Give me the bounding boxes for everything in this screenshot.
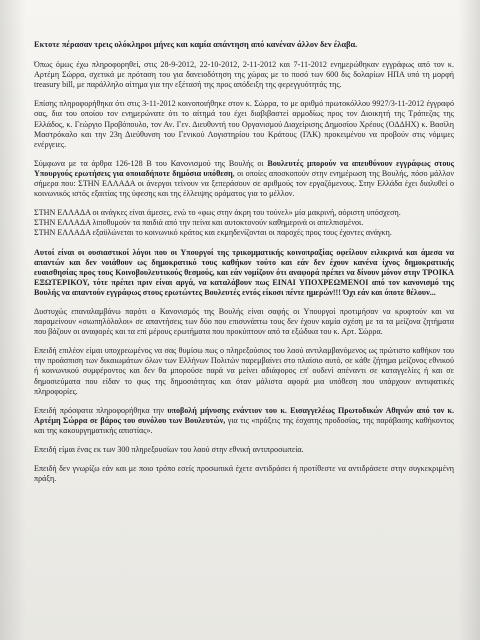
opening-sentence: Εκτοτε πέρασαν τρεις ολόκληροι μήνες και καμία απάντηση από κανέναν άλλον δεν έλαβα. [34,40,358,49]
paragraph-9: Επειδή είμαι ένας εκ των 300 πληρεξουσίων του λαού στην εθνική αντιπροσωπεία. [34,445,304,454]
paragraph-3-emphasis: Βουλευτές μπορούν να απευθύνουν εγγράφως στους Υπουργούς ερωτήσεις για οποιαδήποτε δημόσια υπόθεση [34,158,454,178]
page-shadow-left [0,0,26,640]
paragraph-8-rest: για τις «πράξεις της έσχατης προδοσίας, της παράβασης καθήκοντος και της κακουργηματικής απιστίας». [34,415,454,435]
letter-body [34,40,454,493]
paragraph-4b: ΣΤΗΝ ΕΛΛΑΔΑ λιποθυμούν τα παιδιά από την πείνα και αυτοκτονούν καθημερινά οι απελπισμένοι. [34,218,364,228]
page-shadow-right [458,0,480,640]
paragraph-3-rest: , οι οποίες αποσκοπούν στην ενημέρωση της Βουλής, πόσο μάλλον σήμερα που: ΣΤΗΝ ΕΛΛΑΔΑ οι άνεργοι τείνουν να ξεπεράσουν σε αριθμούς τον εργαζόμενους. Στην Ελλάδα έχει διαλυθεί ο κοινωνικός ιστός εξαιτίας της ύφεσης και της έλλειψης οράματος για το μέλλον. [34,168,454,199]
paragraph-8 [34,406,454,436]
paragraph-4a: ΣΤΗΝ ΕΛΛΑΔΑ οι ανάγκες είναι άμεσες, ενώ το «φως στην άκρη του τούνελ» μία μακρινή, αόριστη υπόσχεση. [34,208,401,218]
paragraph-8-emphasis: υποβολή μήνυσης ενάντιον του κ. Εισαγγελέως Πρωτοδικών Αθηνών από τον κ. Αρτέμη Σώρρα σε βάρος του συνόλου των Βουλευτών, [34,405,455,425]
paragraph-2: Επίσης πληροφορήθηκα ότι στις 3-11-2012 κοινοποιήθηκε στον κ. Σώρρα, το με αριθμό πρωτοκόλλου 9927/3-11-2012 έγγραφό σας, δια του οποίου τον ενημερώνατε ότι το αίτημά του έχει διαβιβαστεί αρμοδίως προς τον Διοικητή της Τράπεζας της Ελλάδος, κ. Γεώργιο Προβόπουλο, τον Αν. Γεν. Διευθυντή του Οργανισμού Διαχείρισης Δημοσίου Χρέους (ΟΔΔΗΧ) κ. Βασίλη Μαστρόκαλο και την 23η Διεύθυνση του Γενικού Λογιστηρίου του Κράτους (ΓΛΚ) προκειμένου να προβούν στις νόμιμες ενέργειες. [34,99,454,149]
paragraph-5: Αυτοί είναι οι ουσιαστικοί λόγοι που οι Υπουργοί της τρικομματικής κοινοπραξίας οφείλουν ειλικρινά και άμεσα να απαντών και δεν νοιάθουν ως δημοκρατικό τους καθήκον τούτο και εάν δεν έχουν κανένα ίχνος δημοκρατικής ευαισθησίας προς τους Κοινοβουλευτικούς θεσμούς, και εάν νομίζουν ότι αναφορά πρέπει να δίνουν μόνον στην ΤΡΟΙΚΑ ΕΞΩΤΕΡΙΚΟΥ, τότε πρέπει πριν είναι αργά, να καταλάβουν πως ΕΙΝΑΙ ΥΠΟΧΡΕΩΜΕΝΟΙ από τον κανονισμό της Βουλής να απαντούν εγγράφως στους ερωτώντες Βουλευτές εντός είκοσι πέντε ημερών!!! Όχι εάν και όποτε θέλουν... [34,247,454,297]
paragraph-1: Όπως όμως έχω πληροφορηθεί, στις 28-9-2012, 22-10-2012, 2-11-2012 και 7-11-2012 ενημερώθηκαν εγγράφως από τον κ. Αρτέμη Σώρρα, σχετικά με πρόταση του για δανειοδότηση της χώρας με το ποσό των 600 δις δολαρίων ΗΠΑ υπό τη μορφή treasury bill, με παράλληλο αίτημα για την εξέτασή της προς απόδειξη της φερεγγυότητάς της. [34,60,454,90]
paragraph-3-lead: Σύμφωνα με τα άρθρα 126-128 Β του Κανονισμού της Βουλής οι [34,158,268,168]
paragraph-8-lead: Επειδή πρόσφατα πληροφορήθηκα την [34,405,168,415]
paragraph-7: Επειδή επιλέον είμαι υποχρεωμένος να σας θυμίσω πως ο πληρεξούσιος του λαού αντιλαμβανόμενος ως πρώτιστο καθήκον του την προάσπιση των δικαιωμάτων όλων των Ελλήνων Πολιτών παρεμβαίνει στο πλαίσιο αυτό, σε κάθε ζήτημα μείζονος εθνικού ή κοινωνικού συμφέροντος και δεν θα μπορούσε παρά να μείνει αδιάφορος επ' ουδενί απέναντι σε καταγγελίες ή και σε δημοσιεύματα που είδαν το φως της δημοσιότητας και όταν μάλιστα αφορά μια υπόθεση που υπάρχουν αντιφατικές πληροφορίες. [34,346,454,396]
paragraph-4c: ΣΤΗΝ ΕΛΛΑΔΑ εξαϋλώνεται το κοινωνικό κράτος και εκμηδενίζονται οι παροχές προς τους έχοντες ανάγκη. [34,228,392,238]
paragraph-10: Επειδή δεν γνωρίζω εάν και με ποιο τρόπο εσείς προσωπικά έχετε αντιδράσει ή προτίθεστε να αντιδράσετε στην συγκεκριμένη πράξη. [34,464,454,484]
paragraph-3 [34,159,454,199]
paragraph-6: Δυστυχώς επαναλαμβάνω παρότι ο Κανονισμός της Βουλής είναι σαφής οι Υπουργοί προτιμήσαν να κρυφτούν και να παραμείνουν «σιωπηλόλαλοι» σε απαντήσεις των δύο που επισυνάπτω τους δεν έχουν καμία σχέση με τα τα μείζονα ζητήματα που βάζουν οι αναφορές και τα επί μέρους ερωτήματα που προκύπτουν από τα εξώδικα του κ. Αρτ. Σώρρα. [34,306,454,337]
